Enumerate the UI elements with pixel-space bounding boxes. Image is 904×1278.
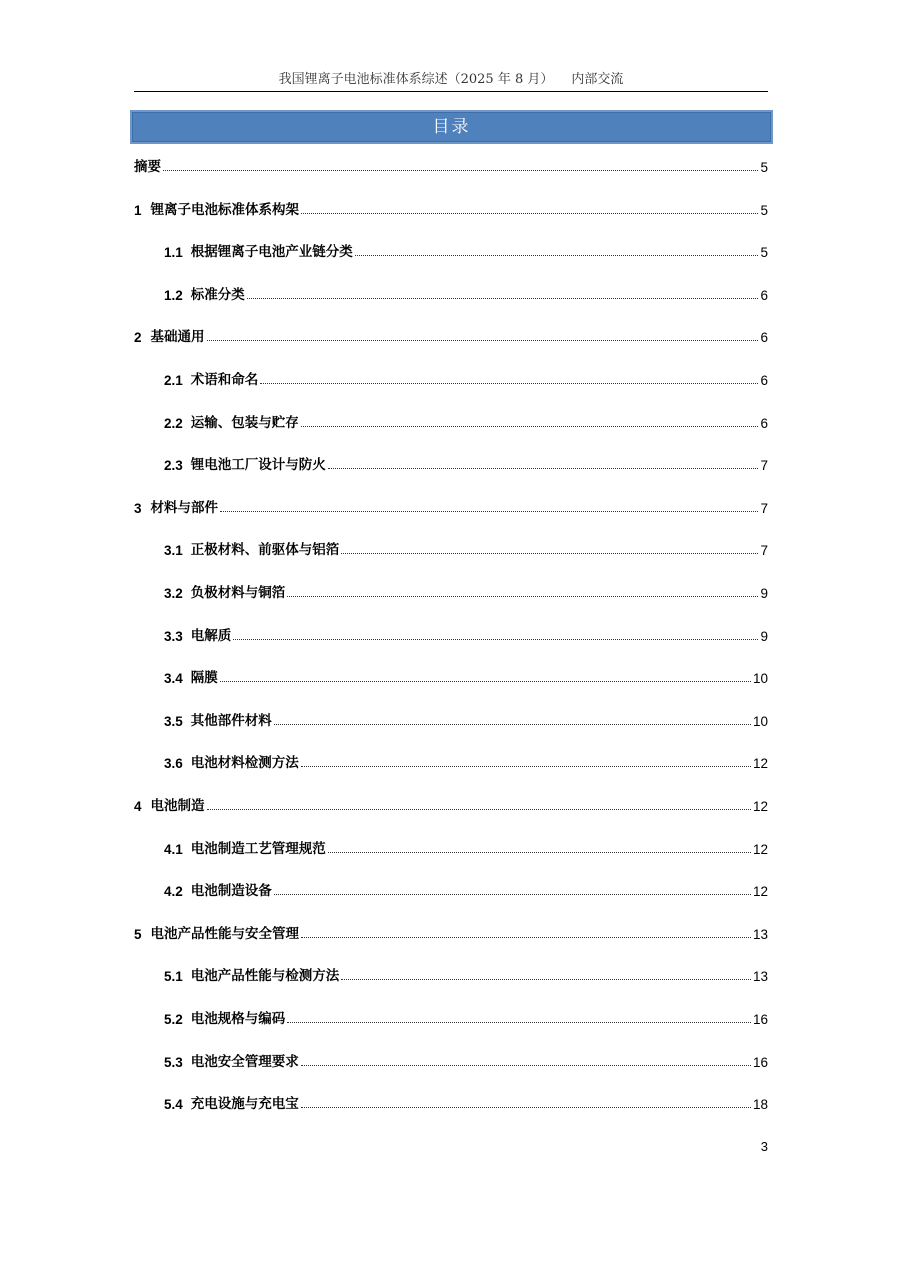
toc-entry[interactable] (164, 581, 768, 601)
dot-leader (328, 852, 751, 853)
toc-entry-page: 16 (752, 1012, 768, 1027)
toc-entry-number: 5.3 (164, 1054, 183, 1070)
toc-entry-title: 正极材料、前驱体与铝箔 (190, 542, 340, 559)
toc-entry[interactable] (134, 922, 768, 942)
toc-entry-number: 2 (134, 330, 142, 346)
toc-entry-number: 4.2 (164, 884, 183, 900)
toc-entry-number: 1.1 (164, 245, 183, 261)
dot-leader (301, 1107, 751, 1108)
toc-entry-title: 电池产品性能与安全管理 (150, 925, 300, 942)
toc-entry[interactable] (164, 751, 768, 771)
header-tag: 内部交流 (571, 72, 624, 87)
dot-leader (274, 724, 751, 725)
toc-entry-page: 6 (760, 415, 768, 431)
toc-entry-page: 16 (752, 1054, 768, 1070)
toc-entry[interactable] (164, 709, 768, 729)
toc-entry[interactable] (164, 666, 768, 686)
dot-leader (247, 298, 759, 299)
toc-entry-page: 6 (760, 287, 768, 303)
toc-entry[interactable] (164, 538, 768, 558)
toc-entry[interactable] (164, 368, 768, 388)
toc-entry-number: 2.1 (164, 373, 183, 388)
toc-entry-page: 13 (752, 969, 768, 985)
dot-leader (220, 681, 751, 682)
toc-entry-number: 3 (134, 500, 142, 516)
toc-entry-page: 6 (760, 330, 768, 346)
toc-entry-number: 1 (134, 202, 142, 218)
toc-entry-title: 电池安全管理要求 (190, 1053, 299, 1070)
toc-entry[interactable] (134, 794, 768, 814)
toc-entry-title: 基础通用 (150, 329, 205, 346)
dot-leader (301, 766, 751, 767)
toc-entry-title: 隔膜 (190, 670, 218, 687)
toc-entry[interactable] (134, 496, 768, 516)
toc-entry-title: 负极材料与铜箔 (190, 585, 286, 601)
toc-entry-number: 3.4 (164, 671, 183, 687)
toc-entry-title: 电池规格与编码 (190, 1011, 286, 1027)
toc-entry[interactable] (134, 155, 768, 175)
dot-leader (301, 426, 759, 427)
toc-entry[interactable] (164, 283, 768, 303)
toc-entry[interactable] (134, 325, 768, 345)
toc-entry-title: 其他部件材料 (190, 712, 272, 729)
toc-entry-page: 12 (752, 799, 768, 814)
toc-entry-number: 3.1 (164, 543, 183, 559)
dot-leader (301, 937, 751, 938)
toc-entry[interactable] (164, 1050, 768, 1070)
toc-entry-number: 1.2 (164, 287, 183, 303)
toc-entry[interactable] (164, 453, 768, 473)
dot-leader (233, 639, 758, 640)
dot-leader (274, 894, 751, 895)
toc-entry-title: 锂电池工厂设计与防火 (190, 457, 326, 474)
toc-entry-title: 标准分类 (190, 286, 245, 303)
toc-entry[interactable] (164, 879, 768, 899)
toc-entry-number: 5.1 (164, 969, 183, 985)
toc-entry-number: 3.5 (164, 713, 183, 729)
toc-entry-title: 电池制造工艺管理规范 (190, 840, 326, 857)
dot-leader (220, 511, 758, 512)
toc-entry[interactable] (164, 240, 768, 260)
toc-entry-title: 电解质 (190, 627, 232, 644)
dot-leader (207, 340, 759, 341)
toc-entry-page: 9 (760, 586, 768, 601)
dot-leader (328, 468, 759, 469)
dot-leader (287, 596, 758, 597)
toc-entry-title: 充电设施与充电宝 (190, 1096, 299, 1113)
header-title: 我国锂离子电池标准体系综述（2025 年 8 月） (278, 72, 554, 87)
toc-entry-number: 4.1 (164, 841, 183, 857)
toc-entry-number: 4 (134, 799, 142, 814)
toc-entry-page: 10 (752, 713, 768, 729)
dot-leader (301, 1065, 751, 1066)
toc-entry-page: 18 (752, 1097, 768, 1113)
toc-entry[interactable] (134, 198, 768, 218)
toc-entry[interactable] (164, 624, 768, 644)
page-number: 3 (760, 1139, 768, 1154)
dot-leader (355, 255, 759, 256)
toc-entry[interactable] (164, 1007, 768, 1027)
toc-entry-page: 7 (760, 500, 768, 516)
toc-entry-title: 运输、包装与贮存 (190, 414, 299, 431)
toc-entry-number: 5.2 (164, 1012, 183, 1027)
toc-entry-title: 电池制造设备 (190, 883, 272, 900)
toc-entry-number: 3.3 (164, 628, 183, 644)
toc-entry-title: 电池材料检测方法 (190, 755, 299, 772)
page-header (134, 68, 768, 87)
toc-entry-title: 锂离子电池标准体系构架 (150, 201, 300, 218)
toc-entry-title: 根据锂离子电池产业链分类 (190, 244, 353, 261)
toc-entry-number: 5.4 (164, 1097, 183, 1113)
toc-entry-number: 2.3 (164, 458, 183, 474)
toc-entry-page: 7 (760, 543, 768, 559)
toc-entry-number: 5 (134, 926, 142, 942)
toc-entry-title: 术语和命名 (190, 372, 259, 388)
toc-entry-page: 6 (760, 373, 768, 388)
toc-entry-page: 10 (752, 671, 768, 687)
toc-entry-page: 12 (752, 756, 768, 772)
toc-entry-title: 电池产品性能与检测方法 (190, 968, 340, 985)
dot-leader (260, 383, 758, 384)
toc-entry-number: 3.2 (164, 586, 183, 601)
dot-leader (207, 809, 751, 810)
toc-entry-title: 材料与部件 (150, 499, 219, 516)
toc-heading-banner (130, 110, 773, 144)
toc-heading: 目录 (432, 117, 471, 137)
toc-entry-title: 电池制造 (150, 798, 205, 814)
toc-entry-number: 2.2 (164, 415, 183, 431)
toc-entry-page: 5 (760, 160, 768, 175)
toc-entry[interactable] (164, 1092, 768, 1112)
toc-entry-page: 5 (760, 202, 768, 218)
toc-entry[interactable] (164, 837, 768, 857)
toc-entry-page: 7 (760, 458, 768, 474)
dot-leader (163, 170, 758, 171)
toc-entry-page: 12 (752, 841, 768, 857)
toc-entry[interactable] (164, 964, 768, 984)
dot-leader (341, 553, 758, 554)
toc-entry-page: 12 (752, 884, 768, 900)
toc-entry-title: 摘要 (134, 159, 161, 175)
header-rule (134, 91, 768, 92)
toc-entry[interactable] (164, 411, 768, 431)
dot-leader (341, 979, 751, 980)
toc-entry-page: 13 (752, 926, 768, 942)
toc-entry-number: 3.6 (164, 756, 183, 772)
dot-leader (301, 213, 758, 214)
toc-entry-page: 5 (760, 245, 768, 261)
dot-leader (287, 1022, 751, 1023)
toc-entry-page: 9 (760, 628, 768, 644)
